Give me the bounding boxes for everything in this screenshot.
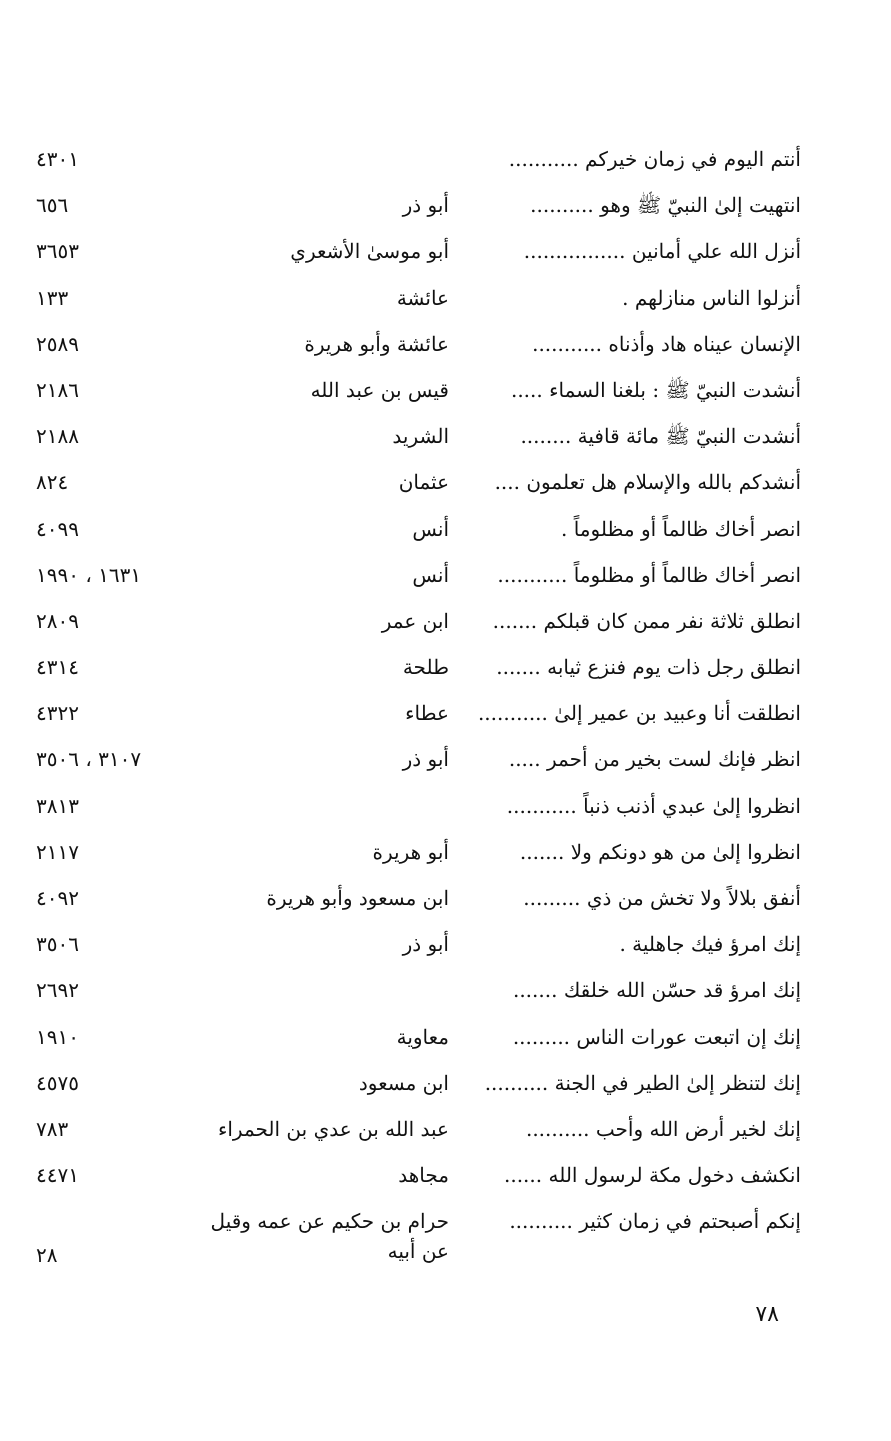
narrator: عبد الله بن عدي بن الحمراء: [217, 1116, 449, 1141]
hadith-text: أنشدت النبيّ ﷺ : بلغنا السماء .....: [510, 377, 801, 402]
hadith-numbers: ٤٣٢٢: [36, 701, 79, 726]
index-entry: [0, 230, 891, 276]
hadith-numbers: ٢٦٩٢: [36, 978, 79, 1003]
hadith-numbers: ٤٣٠١: [36, 147, 79, 171]
hadith-numbers: ٧٨٣: [36, 1116, 69, 1141]
hadith-numbers: ٤٤٧١: [36, 1163, 79, 1188]
index-entry: [0, 1062, 891, 1108]
narrator: حرام بن حكيم عن عمه وقيل عن أبيه: [210, 1209, 449, 1264]
hadith-text: انظروا إلىٰ عبدي أذنب ذنباً ...........: [506, 793, 801, 818]
hadith-text: إنك لتنظر إلىٰ الطير في الجنة ..........: [484, 1070, 801, 1095]
hadith-index-list: [0, 138, 891, 1280]
hadith-text: أنفق بلالاً ولا تخش من ذي .........: [523, 886, 801, 910]
index-entry: [0, 138, 891, 184]
narrator: الشريد: [392, 424, 449, 449]
hadith-text: إنك امرؤ فيك جاهلية .: [619, 932, 801, 957]
narrator: أبو ذر: [402, 193, 449, 218]
hadith-text: أنزلوا الناس منازلهم .: [622, 285, 801, 310]
hadith-numbers: ٣٦٥٣: [36, 239, 79, 264]
hadith-numbers: ٢١٨٨: [36, 424, 79, 449]
hadith-text: انطلقت أنا وعبيد بن عمير إلىٰ ...........: [477, 701, 801, 726]
narrator: عثمان: [398, 470, 449, 495]
narrator: مجاهد: [398, 1163, 449, 1188]
narrator: معاوية: [396, 1024, 449, 1049]
narrator: أنس: [412, 562, 449, 587]
index-entry: [0, 1016, 891, 1062]
index-entry: [0, 646, 891, 692]
index-entry: [0, 738, 891, 784]
hadith-numbers: ٢١١٧: [36, 839, 79, 864]
hadith-numbers: ١٣٣: [36, 285, 69, 310]
narrator: ابن مسعود: [358, 1070, 449, 1095]
index-entry: [0, 554, 891, 600]
hadith-text: أنتم اليوم في زمان خيركم ...........: [508, 147, 801, 171]
hadith-text: انصر أخاك ظالماً أو مظلوماً .: [561, 516, 801, 541]
hadith-numbers: ٤٠٩٢: [36, 886, 79, 910]
index-entry: [0, 1200, 891, 1280]
hadith-numbers: ١٦٣١ ، ١٩٩٠: [36, 562, 142, 587]
hadith-numbers: ٤٥٧٥: [36, 1070, 79, 1095]
index-entry: [0, 785, 891, 831]
hadith-text: إنك امرؤ قد حسّن الله خلقك .......: [512, 978, 801, 1003]
hadith-numbers: ٨٢٤: [36, 470, 69, 495]
hadith-numbers: ٦٥٦: [36, 193, 69, 218]
index-entry: [0, 969, 891, 1015]
index-entry: [0, 369, 891, 415]
narrator: ابن عمر: [381, 608, 449, 633]
hadith-text: أنشدت النبيّ ﷺ مائة قافية ........: [520, 424, 801, 449]
hadith-text: انطلق رجل ذات يوم فنزع ثيابه .......: [496, 655, 801, 680]
index-entry: [0, 415, 891, 461]
hadith-numbers: ٤٣١٤: [36, 655, 79, 680]
index-entry: [0, 831, 891, 877]
hadith-text: انكشف دخول مكة لرسول الله ......: [503, 1163, 801, 1188]
narrator: عطاء: [405, 701, 449, 726]
narrator: ابن مسعود وأبو هريرة: [266, 886, 449, 910]
hadith-numbers: ١٩١٠: [36, 1024, 79, 1049]
hadith-text: إنك إن اتبعت عورات الناس .........: [512, 1024, 801, 1049]
narrator: عائشة: [396, 285, 449, 310]
index-entry: [0, 461, 891, 507]
narrator: أبو ذر: [402, 932, 449, 957]
hadith-text: انتهيت إلىٰ النبيّ ﷺ وهو ..........: [530, 193, 801, 218]
hadith-text: انطلق ثلاثة نفر ممن كان قبلكم .......: [492, 608, 801, 633]
hadith-text: أنشدكم بالله والإسلام هل تعلمون ....: [494, 470, 801, 495]
narrator: أبو ذر: [402, 747, 449, 772]
hadith-numbers: ٣١٠٧ ، ٣٥٠٦: [36, 747, 142, 772]
index-entry: [0, 508, 891, 554]
hadith-numbers: ٢٥٨٩: [36, 331, 79, 356]
hadith-text: إنك لخير أرض الله وأحب ..........: [525, 1116, 801, 1141]
hadith-text: الإنسان عيناه هاد وأذناه ...........: [532, 331, 801, 356]
index-entry: [0, 184, 891, 230]
hadith-numbers: ٢٨: [36, 1243, 58, 1268]
index-entry: [0, 1154, 891, 1200]
hadith-numbers: ٤٠٩٩: [36, 516, 79, 541]
hadith-numbers: ٢١٨٦: [36, 377, 79, 402]
narrator: قيس بن عبد الله: [310, 377, 449, 402]
narrator: طلحة: [402, 655, 449, 680]
narrator: عائشة وأبو هريرة: [304, 331, 449, 356]
hadith-numbers: ٣٨١٣: [36, 793, 79, 818]
index-entry: [0, 877, 891, 923]
page-number: ٧٨: [755, 1302, 779, 1327]
hadith-text: انظر فإنك لست بخير من أحمر .....: [508, 747, 801, 772]
hadith-text: انظروا إلىٰ من هو دونكم ولا .......: [519, 839, 801, 864]
hadith-text: أنزل الله علي أمانين ................: [523, 239, 801, 264]
hadith-numbers: ٢٨٠٩: [36, 608, 79, 633]
hadith-text: إنكم أصبحتم في زمان كثير ..........: [509, 1209, 801, 1234]
index-entry: [0, 692, 891, 738]
index-entry: [0, 323, 891, 369]
index-entry: [0, 1108, 891, 1154]
narrator: أنس: [412, 516, 449, 541]
index-entry: [0, 600, 891, 646]
narrator: أبو هريرة: [372, 839, 449, 864]
index-entry: [0, 923, 891, 969]
hadith-text: انصر أخاك ظالماً أو مظلوماً ...........: [497, 562, 801, 587]
index-entry: [0, 277, 891, 323]
hadith-numbers: ٣٥٠٦: [36, 932, 79, 957]
narrator: أبو موسىٰ الأشعري: [290, 239, 449, 264]
